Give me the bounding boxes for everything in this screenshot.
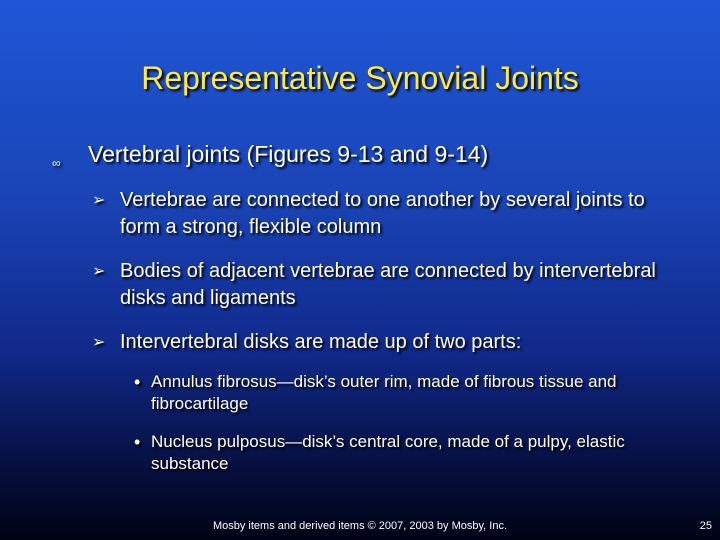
main-bullet-text: Vertebral joints (Figures 9-13 and 9-14) xyxy=(88,141,489,167)
arrowhead-bullet-icon: ➢ xyxy=(92,192,106,209)
sub-bullet-text: Intervertebral disks are made up of two parts: xyxy=(120,331,522,353)
sub-bullet-text: Vertebrae are connected to one another by several joints to form a strong, flexible column xyxy=(120,189,645,238)
copyright-footer: Mosby items and derived items © 2007, 2003 by Mosby, Inc. xyxy=(212,520,508,532)
sub-sub-bullet-text: Nucleus pulposus—disk’s central core, made of a pulpy, elastic substance xyxy=(151,432,625,473)
sub-sub-bullet xyxy=(134,431,674,475)
sub-bullet-text: Bodies of adjacent vertebrae are connected by intervertebral disks and ligaments xyxy=(120,260,656,309)
dot-bullet-icon: • xyxy=(134,372,141,392)
page-number: 25 xyxy=(699,520,712,532)
dot-bullet-icon: • xyxy=(134,432,141,452)
arrowhead-bullet-icon: ➢ xyxy=(92,263,106,280)
sub-sub-bullet-text: Annulus fibrosus—disk’s outer rim, made of fibrous tissue and fibrocartilage xyxy=(151,372,617,413)
sub-sub-bullet xyxy=(134,371,674,415)
sub-bullet xyxy=(92,329,682,356)
arrowhead-bullet-icon: ➢ xyxy=(92,334,106,351)
sub-bullet xyxy=(92,258,682,312)
infinity-bullet-icon: ∞ xyxy=(52,156,61,170)
sub-bullet xyxy=(92,187,682,241)
slide-title: Representative Synovial Joints xyxy=(141,60,579,96)
